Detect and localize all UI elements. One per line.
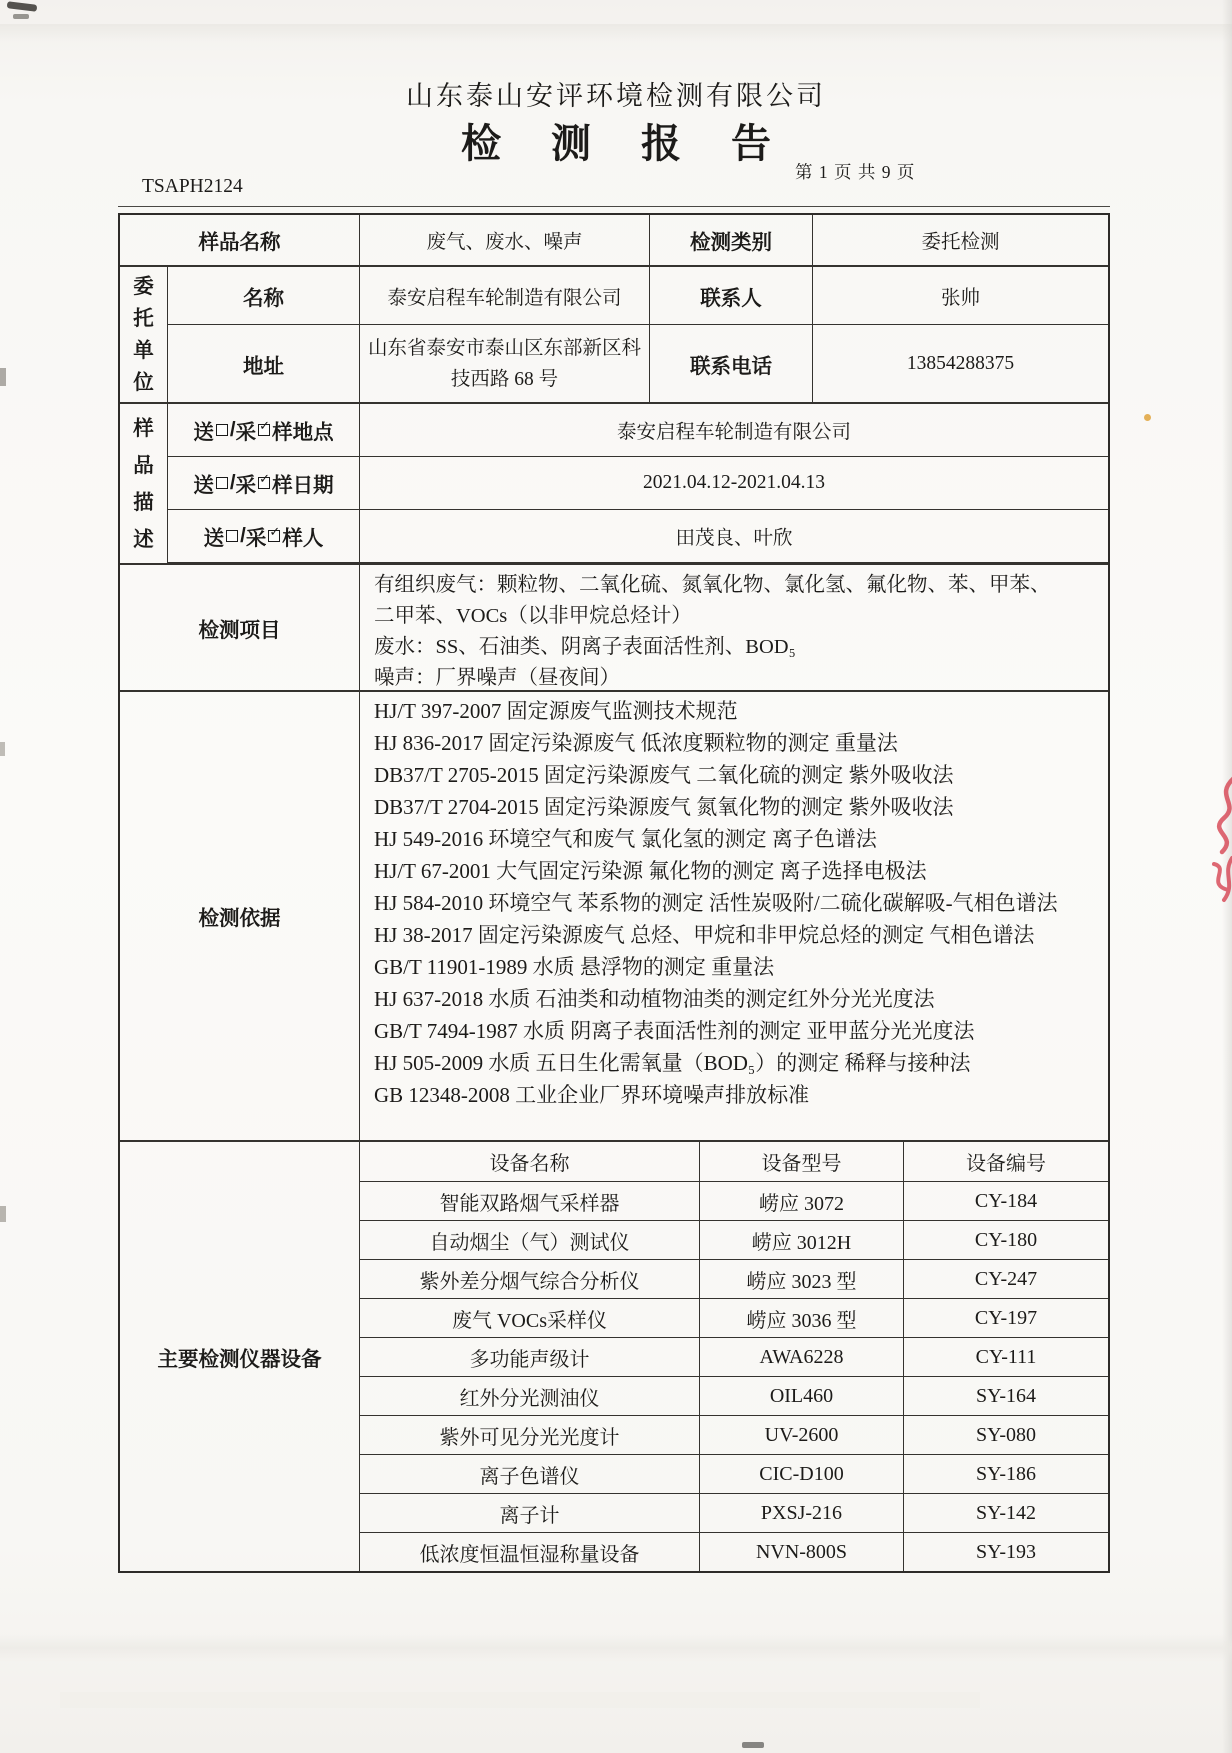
row-label-suffix: 样地点: [272, 421, 334, 444]
sample-name-label: 样品名称: [120, 215, 360, 265]
test-basis-section: [120, 692, 1108, 1142]
equipment-row: [360, 1416, 1108, 1455]
test-basis-text: [360, 692, 1108, 1140]
sample-desc-row-value: 田茂良、叶欣: [675, 528, 793, 549]
send-checkbox-unchecked-icon: [226, 530, 238, 542]
equipment-model: 崂应 3012H: [700, 1221, 904, 1259]
scan-artifact-left-dash1: [0, 368, 6, 386]
equipment-serial: CY-111: [975, 1345, 1037, 1368]
scan-artifact-bottom-dash: [742, 1742, 764, 1748]
phone-value: 13854288375: [906, 352, 1015, 374]
equipment-serial: SY-186: [975, 1462, 1036, 1485]
test-items-section: [120, 565, 1108, 692]
report-table: [118, 213, 1110, 1573]
slash-separator: /: [240, 524, 246, 547]
equipment-row: [360, 1533, 1108, 1571]
equipment-name: 紫外差分烟气综合分析仪: [360, 1260, 700, 1298]
collect-label: 采: [235, 421, 257, 444]
equipment-row: [360, 1455, 1108, 1494]
send-checkbox-unchecked-icon: [216, 424, 228, 436]
send-label: 送: [193, 421, 214, 444]
equipment-serial: SY-142: [975, 1501, 1036, 1524]
phone-label: 联系电话: [650, 325, 813, 402]
test-basis-line: HJ 637-2018 水质 石油类和动植物油类的测定红外分光光度法: [374, 987, 935, 1011]
test-item-line: 有组织废气：颗粒物、二氧化硫、氮氧化物、氯化氢、氟化物、苯、甲苯、二甲苯、VOCs（以非甲烷总烃计）: [374, 574, 1051, 627]
check-mark-icon: ✓: [259, 471, 270, 486]
sample-desc-row: [168, 404, 1108, 457]
test-basis-label: 检测依据: [120, 692, 360, 1140]
equipment-name: 离子色谱仪: [360, 1455, 700, 1493]
test-basis-line: HJ 38-2017 固定污染源废气 总烃、甲烷和非甲烷总烃的测定 气相色谱法: [374, 923, 1035, 947]
collect-label: 采: [245, 527, 267, 550]
test-item-line: 废水：SS、石油类、阴离子表面活性剂、BOD₅: [374, 636, 796, 658]
equipment-rows: [360, 1182, 1108, 1571]
test-items-label: 检测项目: [120, 565, 360, 690]
equipment-row: [360, 1338, 1108, 1377]
equipment-row: [360, 1377, 1108, 1416]
equipment-row: [360, 1494, 1108, 1533]
sample-desc-row: [168, 510, 1108, 563]
send-label: 送: [203, 527, 225, 550]
page-indicator: 第 1 页 共 9 页: [795, 162, 916, 182]
equipment-col-serial: 设备编号: [966, 1153, 1046, 1175]
check-mark-icon: ✓: [259, 418, 270, 433]
scan-artifact-bottom-band2: [60, 1692, 980, 1708]
equipment-name: 智能双路烟气采样器: [360, 1182, 700, 1220]
send-label: 送: [193, 474, 214, 497]
scan-artifact-bottom-band: [0, 1634, 1232, 1662]
report-title: 检 测 报 告: [461, 121, 791, 166]
test-item-line: 噪声：厂界噪声（昼夜间）: [374, 667, 620, 689]
slash-separator: /: [229, 471, 236, 494]
collect-checkbox-checked-icon: [268, 524, 281, 542]
address-value: 山东省泰安市泰山区东部新区科技西路 68 号: [360, 325, 650, 402]
equipment-model: CIC-D100: [700, 1455, 904, 1493]
row-label-suffix: 样日期: [272, 474, 334, 497]
test-type-label: 检测类别: [650, 215, 813, 265]
equipment-row: [360, 1299, 1108, 1338]
equipment-name: 自动烟尘（气）测试仪: [360, 1221, 700, 1259]
equipment-col-name: 设备名称: [360, 1142, 700, 1181]
equipment-model: 崂应 3072: [700, 1182, 904, 1220]
address-label: 地址: [168, 325, 360, 402]
equipment-row: [360, 1182, 1108, 1221]
test-basis-line: GB 12348-2008 工业企业厂界环境噪声排放标准: [374, 1083, 810, 1107]
sample-desc-row: [168, 457, 1108, 510]
test-basis-line: GB/T 11901-1989 水质 悬浮物的测定 重量法: [374, 955, 775, 979]
equipment-name: 紫外可见分光光度计: [360, 1416, 700, 1454]
company-name: 山东泰山安评环境检测有限公司: [406, 81, 826, 111]
sample-name-value: 废气、废水、噪声: [360, 215, 650, 265]
test-basis-line: DB37/T 2705-2015 固定污染源废气 二氧化硫的测定 紫外吸收法: [374, 763, 954, 787]
client-address-row: [168, 325, 1108, 402]
equipment-model: NVN-800S: [700, 1533, 904, 1571]
test-basis-line: HJ 549-2016 环境空气和废气 氯化氢的测定 离子色谱法: [374, 827, 877, 851]
equipment-section: [120, 1142, 1108, 1571]
equipment-row: [360, 1260, 1108, 1299]
test-basis-line: HJ 505-2009 水质 五日生化需氧量（BOD₅）的测定 稀释与接种法: [374, 1051, 971, 1075]
client-section: [120, 267, 1108, 404]
equipment-model: PXSJ-216: [700, 1494, 904, 1532]
sample-desc-section: [120, 404, 1108, 565]
scan-artifact-top-band: [0, 24, 1232, 42]
equipment-serial: SY-080: [975, 1423, 1036, 1446]
equipment-name: 离子计: [360, 1494, 700, 1532]
red-handwriting-mark: [1190, 772, 1232, 904]
equipment-serial: CY-184: [974, 1189, 1038, 1212]
collect-label: 采: [235, 474, 257, 497]
equipment-model: 崂应 3023 型: [700, 1260, 904, 1298]
report-number: TSAPH2124: [142, 176, 243, 197]
equipment-serial: SY-164: [975, 1384, 1036, 1407]
test-basis-line: HJ 584-2010 环境空气 苯系物的测定 活性炭吸附/二硫化碳解吸-气相色谱法: [374, 891, 1058, 915]
equipment-col-model: 设备型号: [700, 1142, 904, 1181]
equipment-model: 崂应 3036 型: [700, 1299, 904, 1337]
equipment-name: 低浓度恒温恒湿称量设备: [360, 1533, 700, 1571]
sample-desc-row-label: [168, 457, 360, 509]
equipment-row: [360, 1221, 1108, 1260]
equipment-model: AWA6228: [700, 1338, 904, 1376]
scan-artifact-corner-mark: [7, 1, 38, 12]
test-basis-line: HJ/T 67-2001 大气固定污染源 氟化物的测定 离子选择电极法: [374, 859, 927, 883]
scan-artifact-left-dash3: [0, 1206, 6, 1222]
sample-desc-row-label: [168, 404, 360, 456]
equipment-name: 多功能声级计: [360, 1338, 700, 1376]
equipment-header-row: [360, 1142, 1108, 1182]
client-group-label: 委托单位: [120, 267, 168, 402]
test-basis-line: HJ 836-2017 固定污染源废气 低浓度颗粒物的测定 重量法: [374, 731, 898, 755]
test-type-value: 委托检测: [921, 232, 1000, 253]
equipment-serial: CY-197: [974, 1306, 1038, 1329]
test-basis-line: GB/T 7494-1987 水质 阴离子表面活性剂的测定 亚甲蓝分光光度法: [374, 1019, 975, 1043]
client-name-row: [168, 267, 1108, 325]
sample-desc-row-label: [168, 510, 360, 562]
equipment-serial: SY-193: [975, 1540, 1036, 1563]
equipment-label: 主要检测仪器设备: [120, 1142, 360, 1571]
sample-name-row: [120, 215, 1108, 267]
sample-group-label: 样品描述: [120, 404, 168, 563]
sample-desc-rows: [168, 404, 1108, 563]
slash-separator: /: [229, 418, 236, 441]
test-items-text: [360, 565, 1108, 690]
header-rule: [118, 206, 1110, 207]
scan-artifact-orange-dot: [1144, 414, 1151, 421]
contact-value: 张帅: [940, 287, 980, 309]
collect-checkbox-checked-icon: [258, 471, 270, 489]
send-checkbox-unchecked-icon: [216, 477, 228, 489]
equipment-name: 红外分光测油仪: [360, 1377, 700, 1415]
equipment-serial: CY-247: [974, 1267, 1038, 1290]
scan-artifact-corner-mark2: [13, 14, 29, 19]
test-basis-line: DB37/T 2704-2015 固定污染源废气 氮氧化物的测定 紫外吸收法: [374, 795, 954, 819]
collect-checkbox-checked-icon: [258, 418, 270, 436]
equipment-serial: CY-180: [974, 1228, 1038, 1251]
row-label-suffix: 样人: [282, 527, 324, 550]
contact-label: 联系人: [650, 267, 813, 324]
test-basis-line: HJ/T 397-2007 固定源废气监测技术规范: [374, 699, 738, 723]
sample-desc-row-value: 泰安启程车轮制造有限公司: [616, 422, 851, 443]
scan-artifact-left-dash2: [0, 742, 5, 756]
equipment-name: 废气 VOCs采样仪: [360, 1299, 700, 1337]
sample-desc-row-value: 2021.04.12-2021.04.13: [643, 472, 825, 493]
client-name-label: 名称: [168, 267, 360, 324]
equipment-model: OIL460: [700, 1377, 904, 1415]
check-mark-icon: ✓: [269, 524, 281, 539]
client-name-value: 泰安启程车轮制造有限公司: [360, 267, 650, 324]
equipment-model: UV-2600: [700, 1416, 904, 1454]
